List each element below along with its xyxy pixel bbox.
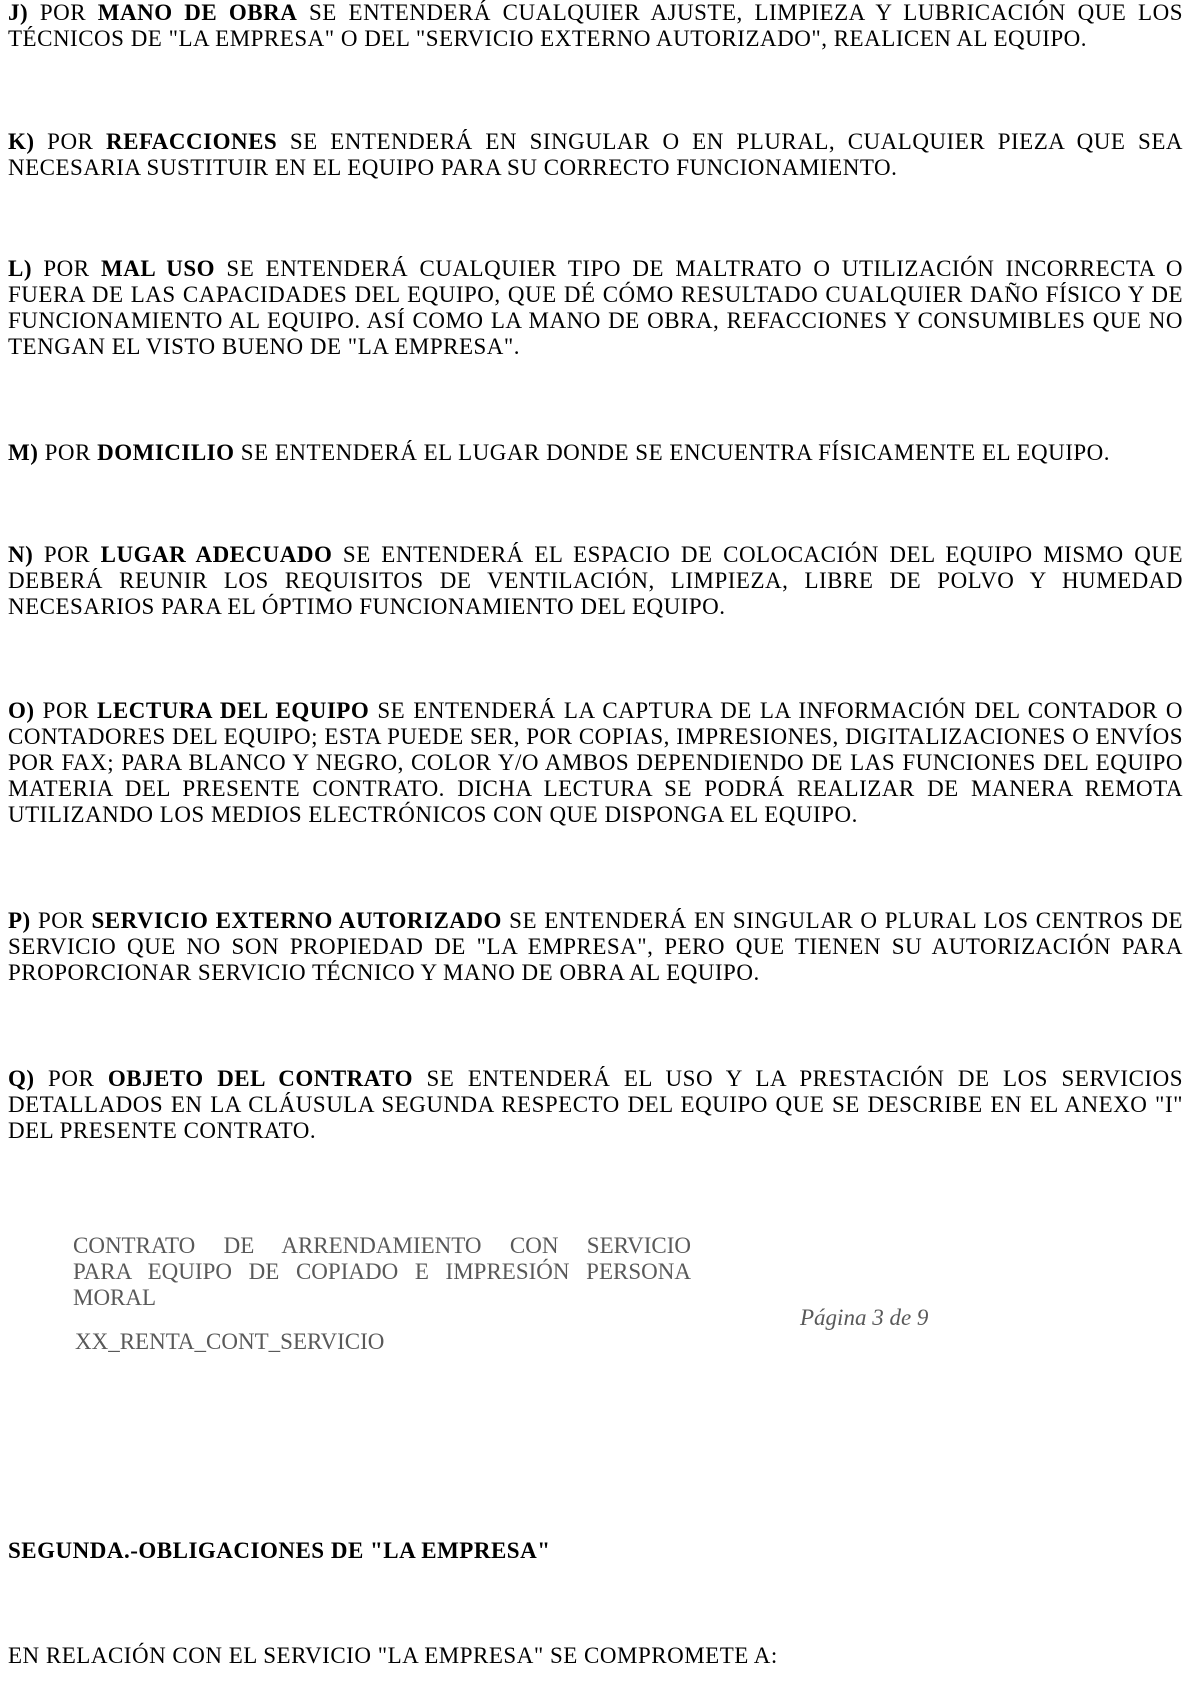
section-heading-segunda: SEGUNDA.-OBLIGACIONES DE "LA EMPRESA" [8, 1538, 551, 1563]
page-number: Página 3 de 9 [800, 1305, 929, 1330]
footer-title-line-3: MORAL [73, 1285, 157, 1310]
definition-paragraph-q [8, 1066, 1183, 1144]
definition-connector: POR [30, 908, 92, 933]
definition-letter: Q) [8, 1066, 35, 1091]
definition-paragraph-k [8, 129, 1183, 181]
definition-paragraph-n [8, 542, 1183, 620]
definition-paragraph-j [8, 0, 1183, 52]
definition-term: SERVICIO EXTERNO AUTORIZADO [91, 908, 502, 933]
definition-paragraph-m [8, 440, 1183, 466]
definition-connector: POR [34, 698, 98, 723]
definition-body: SE ENTENDERÁ EN SINGULAR O PLURAL LOS CENTROS DE SERVICIO QUE NO SON PROPIEDAD DE "LA EMPRESA", PERO QUE TIENEN SU AUTORIZACIÓN PARA PROPORCIONAR SERVICIO TÉCNICO Y MANO DE OBRA AL EQUIPO. [8, 908, 1183, 985]
obligations-intro-line: EN RELACIÓN CON EL SERVICIO "LA EMPRESA" SE COMPROMETE A: [8, 1643, 778, 1668]
definition-paragraph-l [8, 256, 1183, 360]
definition-connector: POR [28, 0, 98, 25]
definition-connector: POR [32, 256, 101, 281]
definition-body: SE ENTENDERÁ EL LUGAR DONDE SE ENCUENTRA FÍSICAMENTE EL EQUIPO. [234, 440, 1111, 465]
definition-body: SE ENTENDERÁ LA CAPTURA DE LA INFORMACIÓN DEL CONTADOR O CONTADORES DEL EQUIPO; ESTA PUEDE SER, POR COPIAS, IMPRESIONES, DIGITALIZACIONES O ENVÍOS POR FAX; PARA BLANCO Y NEGRO, COLOR Y/O AMBOS DEPENDIENDO DE LAS FUNCIONES DEL EQUIPO MATERIA DEL PRESENTE CONTRATO. DICHA LECTURA SE PODRÁ REALIZAR DE MANERA REMOTA UTILIZANDO LOS MEDIOS ELECTRÓNICOS CON QUE DISPONGA EL EQUIPO. [8, 698, 1183, 827]
definition-term: OBJETO DEL CONTRATO [107, 1066, 413, 1091]
definition-connector: POR [38, 440, 98, 465]
definition-term: REFACCIONES [106, 129, 278, 154]
definition-connector: POR [33, 542, 101, 567]
footer-title-line-2: PARA EQUIPO DE COPIADO E IMPRESIÓN PERSONA [73, 1259, 691, 1284]
definition-body: SE ENTENDERÁ EN SINGULAR O EN PLURAL, CUALQUIER PIEZA QUE SEA NECESARIA SUSTITUIR EN EL EQUIPO PARA SU CORRECTO FUNCIONAMIENTO. [8, 129, 1183, 180]
definition-body: SE ENTENDERÁ EL ESPACIO DE COLOCACIÓN DEL EQUIPO MISMO QUE DEBERÁ REUNIR LOS REQUISITOS DE VENTILACIÓN, LIMPIEZA, LIBRE DE POLVO Y HUMEDAD NECESARIOS PARA EL ÓPTIMO FUNCIONAMIENTO DEL EQUIPO. [8, 542, 1183, 619]
definition-term: LECTURA DEL EQUIPO [97, 698, 370, 723]
definition-term: LUGAR ADECUADO [100, 542, 333, 567]
footer-contract-title [73, 1233, 691, 1311]
definition-term: MAL USO [101, 256, 216, 281]
definition-letter: O) [8, 698, 35, 723]
definition-paragraph-p [8, 908, 1183, 986]
definition-connector: POR [34, 1066, 108, 1091]
definition-body: SE ENTENDERÁ CUALQUIER AJUSTE, LIMPIEZA Y LUBRICACIÓN QUE LOS TÉCNICOS DE "LA EMPRESA" O DEL "SERVICIO EXTERNO AUTORIZADO", REALICEN AL EQUIPO. [8, 0, 1183, 51]
definition-letter: K) [8, 129, 35, 154]
definition-letter: N) [8, 542, 34, 567]
definition-paragraph-o [8, 698, 1183, 828]
definition-letter: M) [8, 440, 39, 465]
definition-term: MANO DE OBRA [97, 0, 298, 25]
footer-title-line-1: CONTRATO DE ARRENDAMIENTO CON SERVICIO [73, 1233, 691, 1258]
definition-letter: L) [8, 256, 32, 281]
definition-term: DOMICILIO [97, 440, 235, 465]
footer-document-code: XX_RENTA_CONT_SERVICIO [75, 1329, 385, 1354]
definition-body: SE ENTENDERÁ EL USO Y LA PRESTACIÓN DE LOS SERVICIOS DETALLADOS EN LA CLÁUSULA SEGUNDA RESPECTO DEL EQUIPO QUE SE DESCRIBE EN EL ANEXO "I" DEL PRESENTE CONTRATO. [8, 1066, 1183, 1143]
definition-body: SE ENTENDERÁ CUALQUIER TIPO DE MALTRATO O UTILIZACIÓN INCORRECTA O FUERA DE LAS CAPACIDADES DEL EQUIPO, QUE DÉ CÓMO RESULTADO CUALQUIER DAÑO FÍSICO Y DE FUNCIONAMIENTO AL EQUIPO. ASÍ COMO LA MANO DE OBRA, REFACCIONES Y CONSUMIBLES QUE NO TENGAN EL VISTO BUENO DE "LA EMPRESA". [8, 256, 1183, 359]
definition-letter: P) [8, 908, 31, 933]
definition-letter: J) [8, 0, 29, 25]
definition-connector: POR [34, 129, 106, 154]
